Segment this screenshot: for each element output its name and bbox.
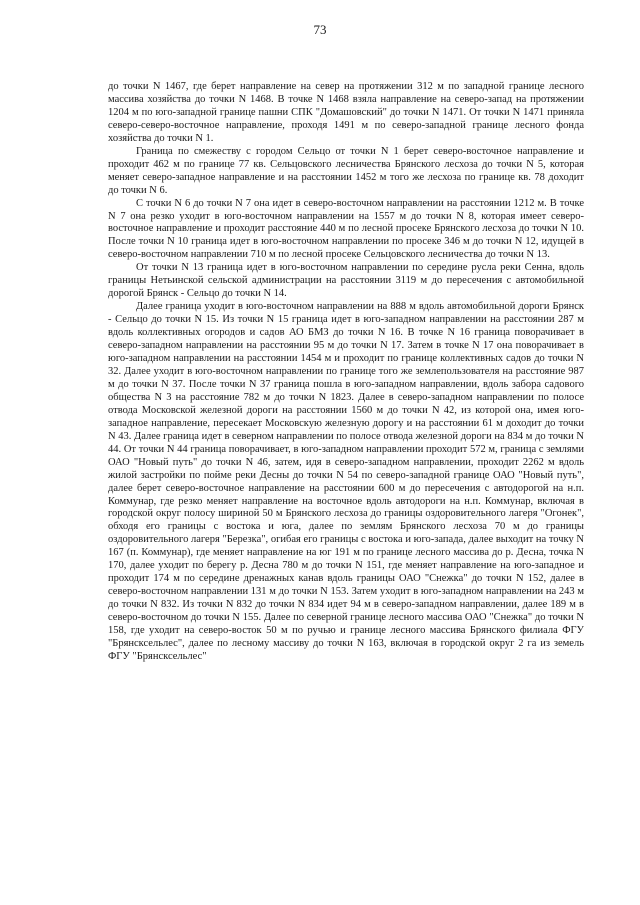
paragraph: до точки N 1467, где берет направление на север на протяжении 312 м по западной границе лесного массива хозяйства до точки N 1468. В точке N 1468 взяла направление на северо-запад на протяжении 1204 м по юго-западной границе пашни СПК "Домашовский" до точки N 1471. От точки N 1471 приняла северо-северо-восточное направление, проходя 1491 м по северо-западной границе лесного фонда хозяйства до точки N 1. [108,81,584,144]
paragraph: Граница по смежеству с городом Сельцо от точки N 1 берет северо-восточное направление и проходит 462 м по границе 77 кв. Сельцовского лесничества Брянского лесхоза до точки N 5, которая меняет северо-западное направление и на расстоянии 1452 м того же лесхоза по границе кв. 78 доходит до точки N 6. [108,145,584,196]
page-number: 73 [313,22,327,37]
document-body [108,81,584,664]
paragraph: С точки N 6 до точки N 7 она идет в северо-восточном направлении на расстоянии 1212 м. В точке N 7 она резко уходит в юго-восточном направлении на 1557 м до точки N 8, которая имеет северо-восточное направление и проходит расстояние 440 м по лесной просеке Брянского лесхоза до точки N 10. После точки N 10 граница идет в юго-восточном направлении по просеке 346 м до точки N 12, идущей в северо-восточном направлении 710 м по лесной просеке Сельцовского лесничества до точки N 13. [108,197,584,261]
paragraph: Далее граница уходит в юго-восточном направлении на 888 м вдоль автомобильной дороги Брянск - Сельцо до точки N 15. Из точки N 15 граница идет в юго-западном направлении на расстоянии 287 м вдоль коллективных огородов и садов АО БМЗ до точки N 16. В точке N 16 граница поворачивает в северо-западном направлении на расстоянии 95 м до точки N 17. Затем в точке N 17 она поворачивает в юго-западном направлении на расстоянии 1454 м и проходит по границе коллективных садов до точки N 32. Далее уходит в юго-восточном направлении по границе того же землепользователя на расстояние 987 м до точки N 37. После точки N 37 граница пошла в юго-западном направлении, вдоль забора садового общества N 3 на расстояние 782 м до точки N 1823. Далее в северо-западном направлении по полосе отвода Московской железной дороги на расстоянии 1560 м до точки N 42, из которой она, имея юго-западное направление, пересекает Московскую железную дорогу и на расстоянии 61 м доходит до точки N 43. Далее граница идет в северном направлении по полосе отвода железной дороги на 834 м до точки N 44. От точки N 44 граница поворачивает, в юго-западном направлении проходит 572 м, граница с землями ОАО "Новый путь" до точки N 46, затем, идя в северо-западном направлении, проходит 2262 м вдоль жилой застройки по пойме реки Десны до точки N 54 по северо-западной границе ОАО "Новый путь", далее берет северо-восточное направление на расстоянии 600 м до пересечения с автодорогой на н.п. Коммунар, где резко меняет направление на восточное вдоль автодороги на н.п. Коммунар, включая в городской округ полосу шириной 50 м Брянского лесхоза до границы оздоровительного лагеря "Огонек", обходя его границы с востока и юга, далее по землям Брянского лесхоза 70 м до границы оздоровительного лагеря "Березка", огибая его границы с востока и юго-запада, далее выходит на точку N 167 (п. Коммунар), где меняет направление на юг 191 м по границе лесного массива до р. Десна, точка N 170, далее уходит по берегу р. Десна 780 м до точки N 151, где меняет направление на юго-западное и проходит 174 м по середине дренажных канав вдоль границы ОАО "Снежка" до точки N 152, далее в северо-восточном направлении 131 м до точки N 153. Затем уходит в юго-западном направлении на 243 м до точки N 832. Из точки N 832 до точки N 834 идет 94 м в северо-западном направлении, далее 189 м в северо-восточном до точки N 155. Далее по северной границе лесного массива ОАО "Снежка" до точки N 158, где уходит на северо-восток 50 м по ручью и границе лесного массива Брянского филиала ФГУ "Брянсксельлес", далее по лесному массиву до точки N 163, включая в городской округ 2 га из земель ФГУ "Брянсксельлес" [108,301,584,662]
paragraph: От точки N 13 граница идет в юго-восточном направлении по середине русла реки Сенна, вдоль границы Нетьинской сельской администрации на расстоянии 3119 м до пересечения с автомобильной дорогой Брянск - Сельцо до точки N 14. [108,262,584,300]
